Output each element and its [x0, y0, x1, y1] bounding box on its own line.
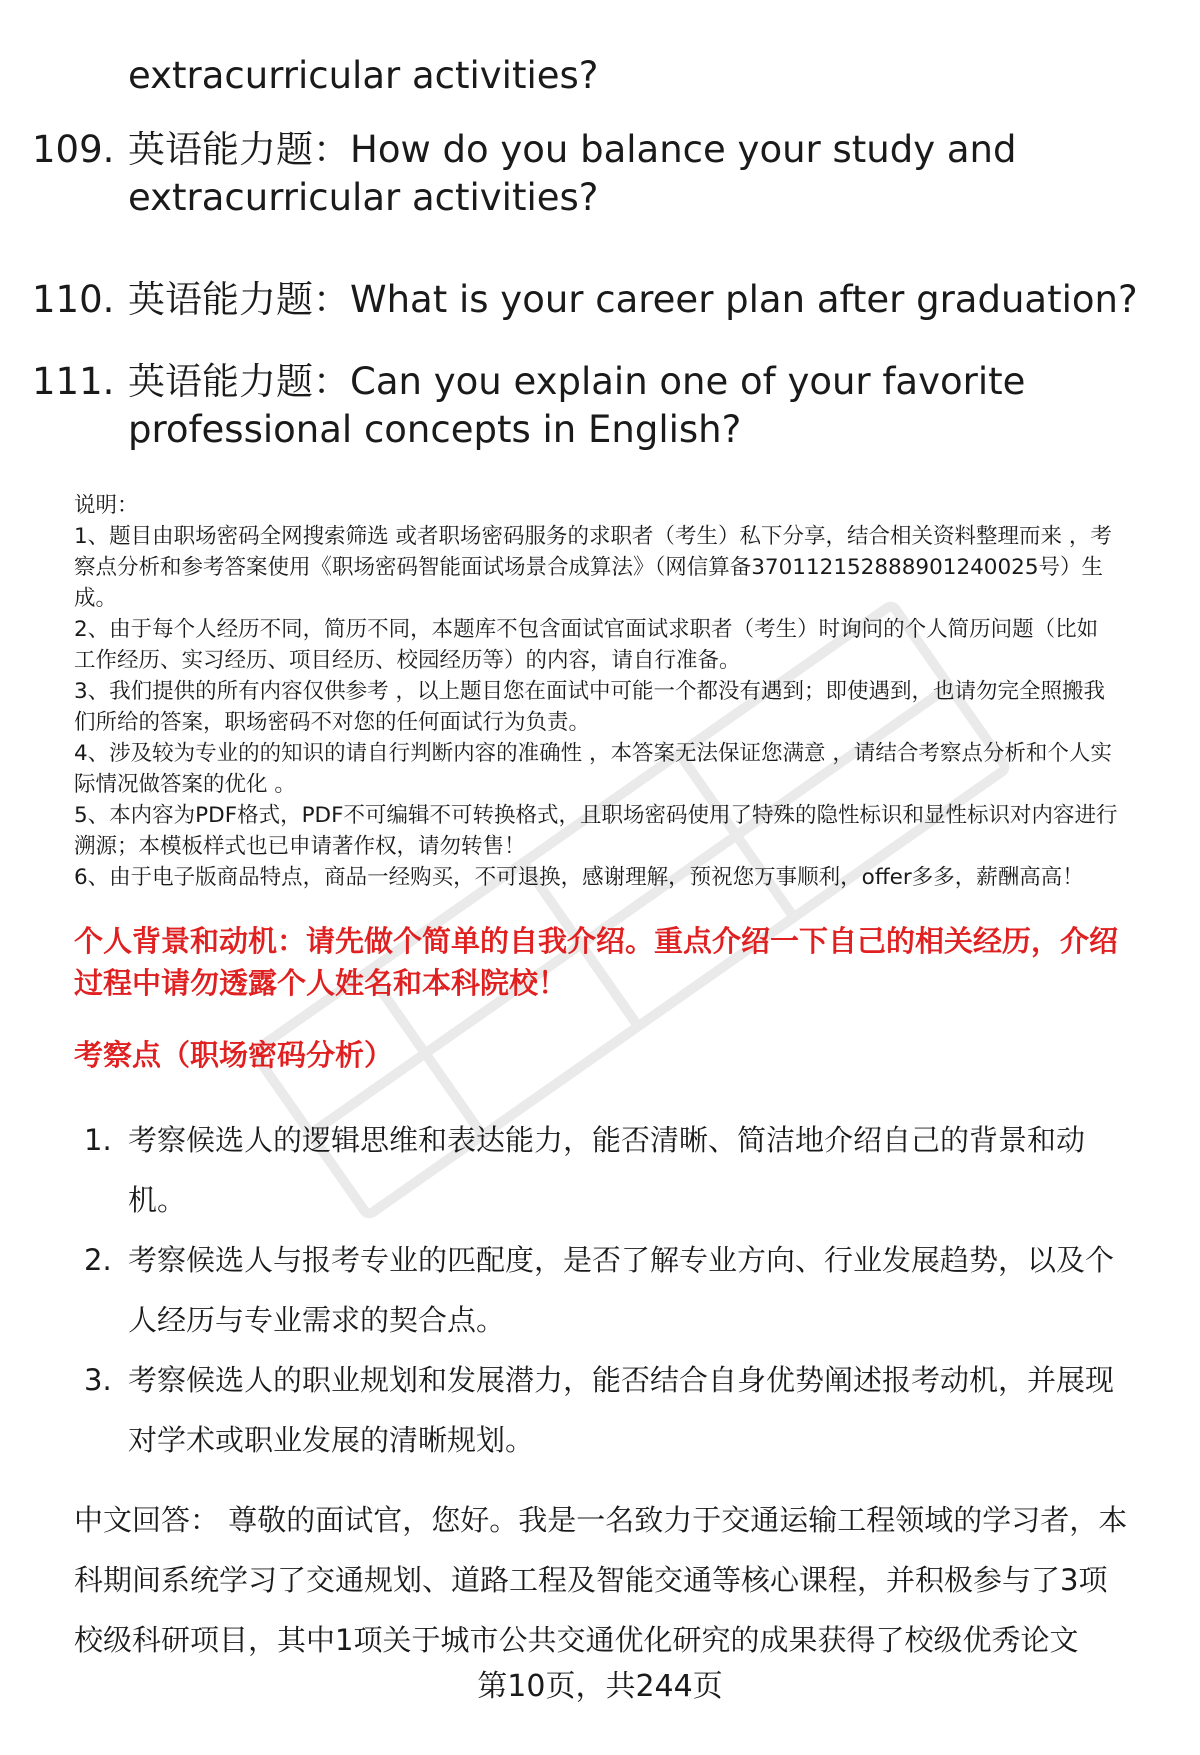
notes-line: 际情况做答案的优化 。 — [74, 772, 296, 797]
question-heading-line: 个人背景和动机：请先做个简单的自我介绍。重点介绍一下自己的相关经历，介绍 — [74, 924, 1119, 958]
page-number-footer: 第10页，共244页 — [477, 1669, 723, 1704]
analysis-point — [84, 1230, 1164, 1350]
point-text — [128, 1350, 1114, 1470]
point-line: 考察候选人的职业规划和发展潜力，能否结合自身优势阐述报考动机，并展现 — [128, 1363, 1115, 1397]
question-line: professional concepts in English? — [128, 408, 742, 451]
question-heading — [74, 920, 1174, 1004]
notes-line: 察点分析和参考答案使用《职场密码智能面试场景合成算法》（网信算备370112152888901240025号）生 — [74, 555, 1104, 580]
notes-line: 6、由于电子版商品特点，商品一经购买，不可退换，感谢理解，预祝您万事顺利，offer多多，薪酬高高！ — [74, 865, 1084, 890]
question-text — [128, 276, 1138, 324]
question-number: 109. — [32, 128, 115, 171]
question-line: 英语能力题：How do you balance your study and — [128, 128, 1017, 171]
question-line: 英语能力题：What is your career plan after graduation? — [128, 278, 1138, 321]
question-number: 110. — [32, 278, 115, 321]
point-number: 2. — [84, 1243, 112, 1277]
question-text — [128, 358, 1128, 454]
point-line: 考察候选人与报考专业的匹配度，是否了解专业方向、行业发展趋势，以及个 — [128, 1243, 1115, 1277]
point-line: 机。 — [128, 1183, 187, 1217]
analysis-points-list — [84, 1110, 1164, 1470]
point-line: 人经历与专业需求的契合点。 — [128, 1303, 506, 1337]
point-text — [128, 1230, 1114, 1350]
notes-line: 5、本内容为PDF格式，PDF不可编辑不可转换格式，且职场密码使用了特殊的隐性标识和显性标识对内容进行 — [74, 803, 1118, 828]
notes-line: 工作经历、实习经历、项目经历、校园经历等）的内容，请自行准备。 — [74, 648, 741, 673]
analysis-point — [84, 1110, 1164, 1230]
question-number: 111. — [32, 360, 115, 403]
answer-line: 校级科研项目，其中1项关于城市公共交通优化研究的成果获得了校级优秀论文 — [74, 1623, 1079, 1657]
notes-line: 溯源；本模板样式也已申请著作权，请勿转售！ — [74, 834, 526, 859]
answer-line: 科期间系统学习了交通规划、道路工程及智能交通等核心课程，并积极参与了3项 — [74, 1563, 1108, 1597]
analysis-heading-text: 考察点（职场密码分析） — [74, 1038, 394, 1072]
point-number: 3. — [84, 1363, 112, 1397]
notes-line: 4、涉及较为专业的的知识的请自行判断内容的准确性 ，本答案无法保证您满意 ，请结合考察点分析和个人实 — [74, 741, 1112, 766]
answer-line: 中文回答： 尊敬的面试官，您好。我是一名致力于交通运输工程领域的学习者，本 — [74, 1503, 1128, 1537]
question-heading-line: 过程中请勿透露个人姓名和本科院校！ — [74, 966, 568, 1000]
analysis-point — [84, 1350, 1164, 1470]
point-text — [128, 1110, 1085, 1230]
point-line: 对学术或职业发展的清晰规划。 — [128, 1423, 535, 1457]
question-text — [128, 126, 1128, 222]
notes-line: 2、由于每个人经历不同，简历不同，本题库不包含面试官面试求职者（考生）时询问的个人简历问题（比如 — [74, 617, 1099, 642]
point-line: 考察候选人的逻辑思维和表达能力，能否清晰、简洁地介绍自己的背景和动 — [128, 1123, 1086, 1157]
chinese-answer — [74, 1490, 1164, 1670]
question-line: 英语能力题：Can you explain one of your favorite — [128, 360, 1026, 403]
notes-line: 们所给的答案，职场密码不对您的任何面试行为负责。 — [74, 710, 591, 735]
notes-title: 说明： — [74, 493, 139, 518]
notes-line: 1、题目由职场密码全网搜索筛选 或者职场密码服务的求职者（考生）私下分享，结合相关资料整理而来 ，考 — [74, 524, 1112, 549]
disclaimer-notes — [74, 490, 1164, 893]
previous-question-continuation: extracurricular activities? — [128, 54, 599, 97]
analysis-heading — [74, 1034, 1174, 1076]
point-number: 1. — [84, 1123, 112, 1157]
notes-line: 3、我们提供的所有内容仅供参考 ，以上题目您在面试中可能一个都没有遇到；即使遇到，也请勿完全照搬我 — [74, 679, 1106, 704]
notes-line: 成。 — [74, 586, 118, 611]
question-line: extracurricular activities? — [128, 176, 599, 219]
